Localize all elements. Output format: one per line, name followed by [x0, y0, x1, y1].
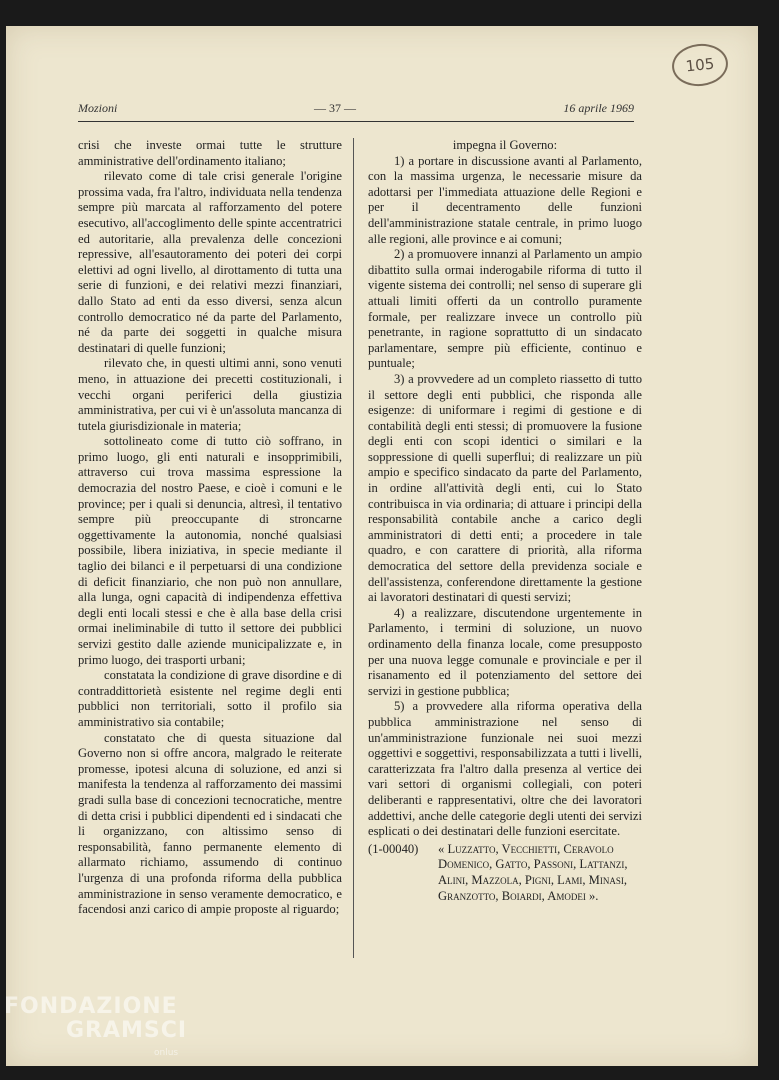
signatories: « Luzzatto, Vecchietti, Ceravolo Domenico, Gatto, Passoni, Lattanzi, Alini, Mazzola, Pigni, Lami, Minasi, Granzotto, Boiardi, Amodei ».	[438, 841, 628, 903]
column-divider	[353, 138, 354, 958]
watermark-line3: onlus	[154, 1048, 179, 1058]
header-page-number: — 37 —	[314, 101, 356, 115]
watermark-line1: FONDAZIONE	[4, 994, 178, 1019]
left-column	[78, 138, 342, 918]
header-date: 16 aprile 1969	[563, 101, 634, 115]
paragraph: crisi che investe ormai tutte le strutture amministrative dell'ordinamento italiano;	[78, 138, 342, 168]
paragraph: constatato che di questa situazione dal Governo non si offre ancora, malgrado le reiterate promesse, ipotesi alcuna di soluzione, ed anzi si manifesta la tendenza al rafforzamento dei massimi gradi sulla base di concezioni tecnocratiche, mentre di detta crisi i pubblici dipendenti ed i sindacati che li organizzano, con altissimo senso di responsabilità, fanno permanente elemento di allarmato richiamo, assumendo di continuo l'urgenza di una profonda riforma della pubblica amministrazione in senso veramente democratico, e facendosi anzi carico di ampie proposte al riguardo;	[78, 730, 342, 917]
paragraph: rilevato come di tale crisi generale l'origine prossima vada, fra l'altro, individuata nella tendenza sempre più marcata al rafforzamento del potere esecutivo, all'accoglimento delle spinte accentratrici ed autoritarie, alla prevalenza delle concezioni repressive, all'esautoramento dei poteri dei corpi elettivi ad ogni livello, al dirottamento di tutta una serie di funzioni, e dei relativi mezzi finanziari, dallo Stato ad enti da esso diversi, senza alcun controllo democratico né da parte del Parlamento, né da parte dei soggetti in qualche misura destinatari di quelle funzioni;	[78, 169, 342, 355]
paragraph: rilevato che, in questi ultimi anni, sono venuti meno, in attuazione dei precetti costituzionali, i vecchi organi periferici della giustizia amministrativa, per cui vi è un'assoluta mancanza di tutela giurisdizionale in materia;	[78, 356, 342, 433]
right-column	[368, 138, 642, 904]
header-section: Mozioni	[78, 101, 118, 115]
paragraph: sottolineato come di tutto ciò soffrano, in primo luogo, gli enti naturali e insopprimibili, attraverso cui trova massima espressione la democrazia del nostro Paese, e cioè i comuni e le province; per i quali si denuncia, altresì, il tentativo sempre più preoccupante di stroncarne oggettivamente la autonomia, nonché qualsiasi possibile, libera iniziativa, in specie mediante il taglio dei bilanci e il perpetuarsi di una condizione di deficit finanziario, che non può non annullare, alla lunga, ogni capacità di indipendenza effettiva degli enti locali stessi e che è alla base della crisi ormai ineliminabile di tutto il settore dei pubblici servizi gestito dalle aziende municipalizzate e, in primo luogo, dei trasporti urbani;	[78, 434, 342, 667]
list-item: 4) a realizzare, discutendone urgentemente in Parlamento, i termini di soluzione, un nuovo ordinamento della finanza locale, come presupposto per una nuova legge comunale e provinciale e per il risanamento ed il potenziamento del settore dei servizi in gestione pubblica;	[368, 605, 642, 698]
signature-block	[368, 842, 642, 904]
watermark-logo	[4, 994, 204, 1058]
page-header	[78, 98, 634, 120]
motion-code: (1-00040)	[368, 841, 419, 856]
list-item: 1) a portare in discussione avanti al Parlamento, con la massima urgenza, le necessarie misure da adottarsi per l'immediata attuazione delle Regioni e per il decentramento delle funzioni dell'amministrazione statale centrale, in primo luogo alle regioni, alle province e ai comuni;	[368, 153, 642, 246]
paragraph: constatata la condizione di grave disordine e di contraddittorietà esistente nel regime degli enti pubblici non territoriali, sotto il profilo sia amministrativo sia contabile;	[78, 668, 342, 729]
watermark-line2: GRAMSCI	[66, 1018, 188, 1043]
list-item: 2) a promuovere innanzi al Parlamento un ampio dibattito sulla ormai inderogabile riforma di tutto il vigente sistema dei controlli; nel senso di superare gli attuali limiti offerti da un controllo puramente formale, per realizzare invece un controllo più penetrante, in ragione soprattutto di un sindacato parlamentare, sempre più efficiente, continuo e puntuale;	[368, 247, 642, 371]
section-heading: impegna il Governo:	[452, 138, 558, 152]
list-item: 3) a provvedere ad un completo riassetto di tutto il settore degli enti pubblici, che risponda alle esigenze: di uniformare i regimi di gestione e di contabilità degli enti stessi; di promuovere la fusione degli enti con scopi identici o similari e la soppressione di quelli superflui; di realizzare un più ampio e specifico sindacato da parte del Parlamento, in ordine all'attività degli enti, cui lo Stato contribuisca in via ordinaria; di attuare i principi della responsabilità contabile anche a carico degli amministratori di detti enti; a procedere in tale quadro, e con carattere di priorità, alla riforma democratica del settore della previdenza sociale e dell'assistenza, conferendone direttamente la gestione ai lavoratori destinatari di questi servizi;	[368, 371, 642, 605]
page-number-stamp: 105	[670, 41, 730, 89]
list-item: 5) a provvedere alla riforma operativa della pubblica amministrazione nel senso di un'amministrazione funzionale nei suoi mezzi oggettivi e soggettivi, responsabilizzata a tutti i livelli, caratterizzata fra l'altro dalla presenza al vertice dei vari settori di organismi collegiali, con poteri deliberanti e rappresentativi, oltre che dei lavoratori addettivi, anche delle categorie degli utenti dei servizi esplicati o dei destinatari delle funzioni esercitate.	[368, 699, 642, 839]
header-rule	[78, 121, 634, 122]
